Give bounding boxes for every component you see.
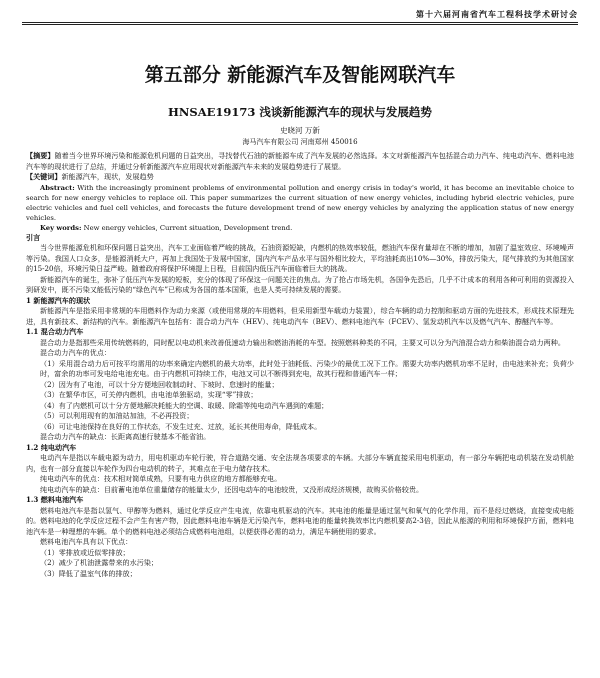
section1-heading: 1 新能源汽车的现状	[26, 295, 91, 305]
section12-paragraph: 电动汽车是指以车载电源为动力，用电机驱动车轮行驶，符合道路交通、安全法规各项要求的车辆。大部分车辆直接采用电机驱动，有一部分车辆把电动机装在发动机舱内，也有一部分直接以车轮作为四台电动机的转子，其难点在于电力储存技术。	[26, 453, 574, 473]
authors: 史晓河 万新	[280, 126, 320, 135]
section12-paragraph: 纯电动汽车的缺点：目前蓄电池单位重量储存的能量太少，还因电动车的电池较贵，又没形成经济规模，故购买价格较贵。	[40, 484, 424, 494]
hybrid-adv-item: （4）有了内燃机可以十分方便地解决耗能大的空调、取暖、除霜等纯电动汽车遇到的难题；	[40, 400, 329, 410]
abstract-cn-text: 随着当今世界环境污染和能源危机问题的日益突出，寻找替代石油的新能源车成了汽车发展的必然选择。本文对新能源汽车包括混合动力汽车、纯电动汽车、燃料电池汽车等的现状进行了总结，并通过分析新能源汽车应用现状对新能源汽车未来的发展趋势进行了展望。	[26, 151, 574, 171]
fc-adv-item: （1）零排放或近似零排放；	[40, 547, 130, 557]
section1-text: 新能源汽车是指采用非常规的车用燃料作为动力来源（或使用常规的车用燃料，但采用新型车载动力装置），综合车辆的动力控制和驱动方面的先进技术，形成技术原理先进，具有新技术、新结构的汽车。新能源汽车包括有：混合动力汽车（HEV）、纯电动汽车（BEV）、燃料电池汽车（FCEV）、氢发动机汽车以及燃气汽车、醇醚汽车等。	[26, 306, 574, 326]
abstract-cn	[26, 151, 574, 172]
intro-heading: 引言	[26, 232, 41, 242]
header-rule-thin	[22, 24, 578, 25]
part-title: 第五部分 新能源汽车及智能网联汽车	[144, 64, 456, 86]
hybrid-adv-item: （5）可以利用现有的加油站加油，不必再投资；	[40, 411, 194, 420]
abstract-en	[26, 183, 574, 223]
paper-title: HNSAE19173 浅谈新能源汽车的现状与发展趋势	[168, 105, 432, 119]
keywords-en-text: New energy vehicles, Current situation, Development trend.	[83, 223, 293, 232]
hybrid-adv-intro: 混合动力汽车的优点：	[40, 348, 111, 357]
hybrid-disadv: 混合动力汽车的缺点：长距离高速行驶基本不能省油。	[40, 432, 211, 441]
fc-adv-item: （2）减少了机油泄露带来的水污染；	[40, 558, 159, 567]
hybrid-adv-item: （1）采用混合动力后可按平均需用的功率来确定内燃机的最大功率，此时处于油耗低、污染少的最优工况下工作。需要大功率内燃机功率不足时，由电池来补充；负荷少时，富余的功率可发电给电池充电。由于内燃机可持续工作，电池又可以不断得到充电，故其行程和普通汽车一样；	[40, 358, 574, 378]
section11-text: 混合动力是指那些采用传统燃料的，同时配以电动机来改善低速动力输出和燃油消耗的车型。按照燃料种类的不同，主要又可以分为汽油混合动力和柴油混合动力两种。	[40, 337, 565, 347]
abstract-en-tag: Abstract:	[40, 183, 75, 192]
section13-text: 燃料电池汽车是指以氢气、甲醇等为燃料，通过化学反应产生电流，依靠电机驱动的汽车。其电池的能量是通过氢气和氧气的化学作用，而不是经过燃烧，直接变成电能的。燃料电池的化学反应过程不会产生有害产物，因此燃料电池车辆是无污染汽车，燃料电池的能量转换效率比内燃机要高2-3倍，因此从能源的利用和环境保护方面，燃料电池汽车是一种理想的车辆。单个的燃料电池必须结合成燃料电池组，以便获得必需的动力，满足车辆使用的要求。	[26, 505, 574, 536]
intro-paragraph: 新能源汽车的诞生，弥补了低压汽车发展的短板，充分的体现了环保这一问题关注的焦点。为了抢占市场先机，各国争先恐后，几乎不计成本的利用各种可利用的资源投入到研发中，既不污染又能低污染的“绿色汽车”已称成为各国的基本国策，也是人类可持续发展的需要。	[26, 274, 574, 294]
section11-heading: 1.1 混合动力汽车	[26, 327, 84, 336]
keywords-cn	[26, 172, 574, 183]
running-header: 第十六届河南省汽车工程科技学术研讨会	[416, 9, 578, 19]
keywords-cn-text: 新能源汽车，现状，发展趋势	[61, 172, 154, 181]
intro-paragraph: 当今世界能源危机和环保问题日益突出，汽车工业面临着严峻的挑战，石油资源短缺，内燃机的热效率较低，燃油汽车保有量却在不断的增加，加剧了温室效应、环境噪声等污染。我国人口众多，是能源消耗大户，再加上我国处于发展中国家，国内汽车产品水平与国外相比较大，平均油耗高出10%—30%，排放污染大，尾气排放约为其他国家的15-20倍，环境污染日益严峻。随着政府将保护环境提上日程，目前国内低压汽车面临着巨大的挑战。	[26, 243, 574, 273]
section12-paragraph: 纯电动汽车的优点：技术相对简单成熟，只要有电力供应的地方都能够充电。	[40, 474, 282, 483]
affiliation: 海马汽车有限公司 河南郑州 450016	[242, 138, 358, 146]
fc-adv-item: （3）降低了温室气体的排放；	[40, 568, 137, 578]
hybrid-adv-item: （6）可让电池保持在良好的工作状态，不发生过充、过放，延长其使用寿命，降低成本。	[40, 421, 322, 431]
abstract-en-text: With the increasingly prominent problems of environmental pollution and energy crisis in today's world, it has become an inevitable choice to search for new energy vehicles to replace oil. This paper summarizes the current situation of new energy vehicles, including hybrid electric vehicles, pure electric vehicles and fuel cell vehicles, and forecasts the future development trend of new energy vehicles by analyzing the application status of new energy vehicles.	[26, 183, 574, 222]
keywords-cn-tag: 【关键词】	[26, 172, 62, 181]
abstract-cn-tag: 【摘要】	[26, 151, 55, 160]
section13-heading: 1.3 燃料电池汽车	[26, 495, 84, 504]
fc-adv-intro: 燃料电池汽车具有以下优点：	[40, 537, 133, 546]
hybrid-adv-item: （2）因为有了电池，可以十分方便地回收制动时、下坡时、怠速时的能量；	[40, 379, 279, 389]
paper-body	[26, 151, 574, 579]
hybrid-adv-item: （3）在繁华市区，可关停内燃机，由电池单独驱动，实现“零”排放；	[40, 390, 258, 399]
section12-heading: 1.2 纯电动汽车	[26, 442, 77, 452]
keywords-en-tag: Key words:	[40, 223, 82, 232]
keywords-en	[26, 223, 574, 233]
header-rule	[22, 22, 578, 23]
